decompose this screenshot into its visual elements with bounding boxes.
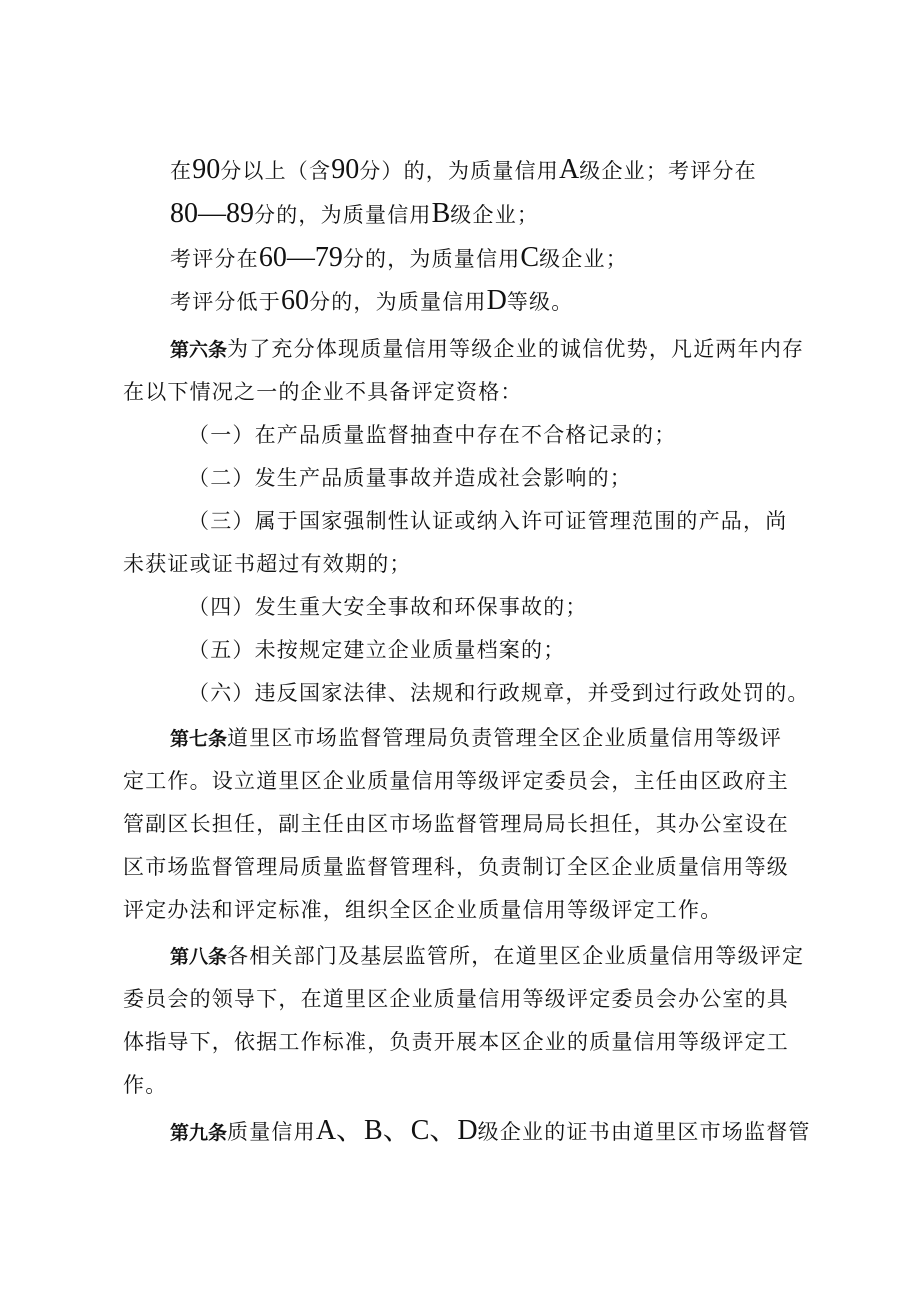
text: 为了充分体现质量信用等级企业的诚信优势，凡近两年内存 [227,337,805,361]
article-8-line-1 [170,941,804,972]
text: 分的，为质量信用 [254,203,432,227]
text: 未获证或证书超过有效期的； [123,552,412,576]
grade-d: D [486,285,507,316]
score-range-80-89: 80—89 [170,198,254,229]
text: （一）在产品质量监督抽查中存在不合格记录的； [188,423,677,447]
text: （三）属于国家强制性认证或纳入许可证管理范围的产品，尚 [188,509,788,533]
text: 级企业； [450,203,540,227]
article-6-item-5 [188,635,565,665]
grading-line-2 [170,199,539,230]
article-6-item-1 [188,420,676,450]
article-7-line-1 [170,723,782,754]
number-90: 90 [331,154,360,185]
text: 定工作。设立道里区企业质量信用等级评定委员会，主任由区政府主 [123,769,789,793]
number-90: 90 [192,154,221,185]
text: （四）发生重大安全事故和环保事故的； [188,595,588,619]
text: 考评分低于 [170,290,281,314]
article-6-line-1 [170,334,804,365]
text: 区市场监督管理局质量监督管理科，负责制订全区企业质量信用等级 [123,855,789,879]
article-7-line-4 [123,852,789,882]
text: 委员会的领导下，在道里区企业质量信用等级评定委员会办公室的具 [123,987,789,1011]
text: 各相关部门及基层监管所，在道里区企业质量信用等级评定 [227,944,805,968]
text: 质量信用 [227,1120,316,1144]
article-9-line-1 [170,1116,811,1148]
text: 道里区市场监督管理局负责管理全区企业质量信用等级评 [227,726,783,750]
text: （六）违反国家法律、法规和行政规章，并受到过行政处罚的。 [188,681,810,705]
article-6-item-4 [188,592,588,622]
grade-c: C [520,242,540,273]
grade-list: A、B、C、D [315,1115,478,1146]
article-7-line-5 [123,895,722,925]
article-7-line-3 [123,809,789,839]
text: 分的，为质量信用 [342,247,521,271]
text: 管副区长担任，副主任由区市场监督管理局局长担任，其办公室设在 [123,812,789,836]
article-8-line-2 [123,984,789,1014]
text: 级企业；考评分在 [579,159,757,183]
text: 级企业的证书由道里区市场监督管 [477,1120,811,1144]
article-9-heading: 第九条 [170,1122,228,1144]
grade-b: B [431,198,451,229]
score-range-60-79: 60—79 [258,242,343,273]
text: 作。 [123,1073,168,1097]
text: （二）发生产品质量事故并造成社会影响的； [188,466,632,490]
article-8-heading: 第八条 [170,946,228,968]
grading-line-1 [170,155,757,186]
text: 评定办法和评定标准，组织全区企业质量信用等级评定工作。 [123,898,723,922]
article-6-item-3-cont [123,549,412,579]
text: 考评分在 [170,247,259,271]
text: 分）的，为质量信用 [359,159,560,183]
text: 分的，为质量信用 [309,290,487,314]
article-8-line-3 [123,1027,789,1057]
text: 在以下情况之一的企业不具备评定资格： [123,380,523,404]
article-6-heading: 第六条 [170,339,228,361]
text: 等级。 [506,290,574,314]
article-7-heading: 第七条 [170,728,228,750]
text: 在 [170,159,193,183]
grading-line-3 [170,243,628,274]
article-8-line-4 [123,1070,167,1100]
grade-a: A [559,154,580,185]
article-6-line-2 [123,377,523,407]
article-6-item-3 [188,506,787,536]
article-6-item-2 [188,463,632,493]
text: （五）未按规定建立企业质量档案的； [188,638,566,662]
grading-line-4 [170,286,573,317]
article-7-line-2 [123,766,789,796]
text: 级企业； [539,247,628,271]
article-6-item-6 [188,678,810,708]
text: 体指导下，依据工作标准，负责开展本区企业的质量信用等级评定工 [123,1030,789,1054]
number-60: 60 [281,285,309,316]
text: 分以上（含 [220,159,332,183]
